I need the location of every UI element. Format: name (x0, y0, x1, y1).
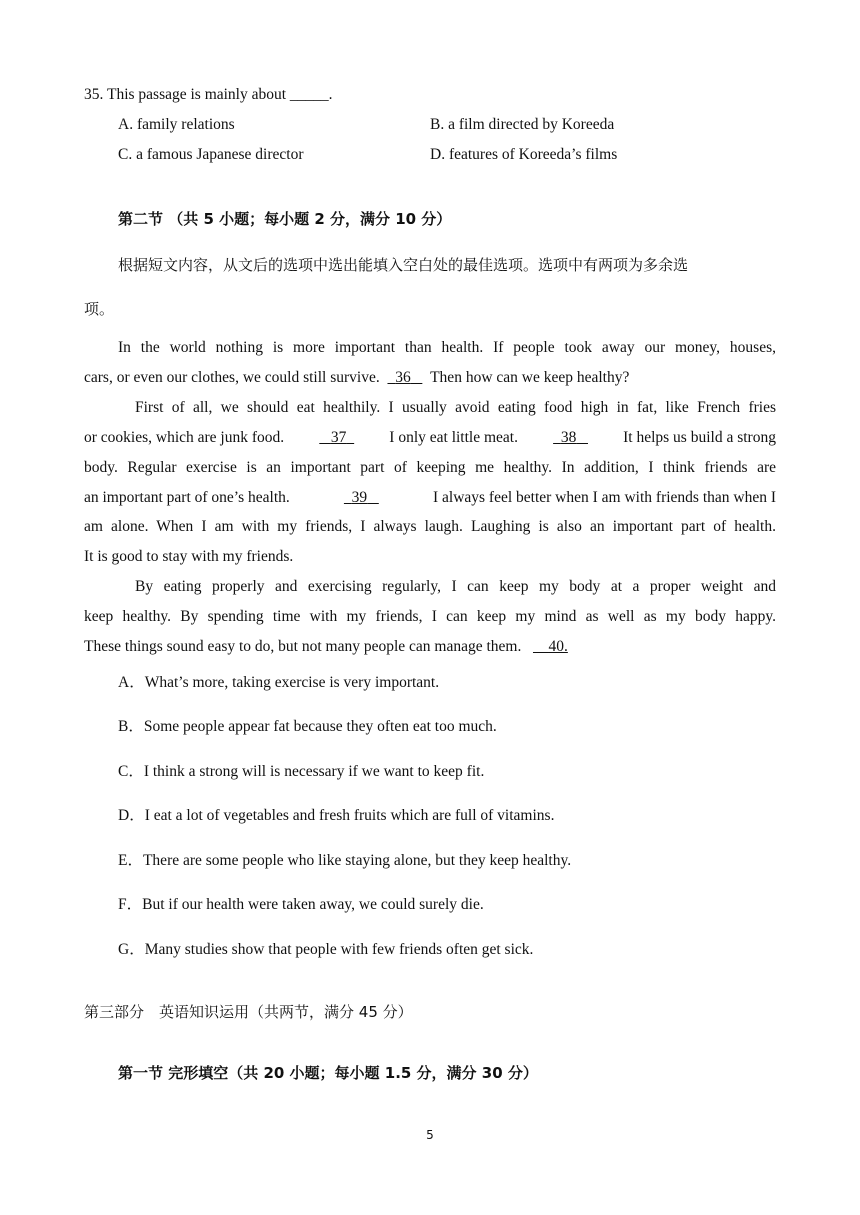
choice-a: A．What’s more, taking exercise is very important. (118, 674, 440, 691)
passage-p3-line-3 (84, 637, 568, 657)
blank-40 (533, 638, 568, 655)
passage-text: These things sound easy to do, but not many people can manage them. (84, 638, 522, 655)
blank-38 (553, 428, 588, 448)
passage-p2-line-4 (84, 488, 776, 508)
choice-c: C．I think a strong will is necessary if we want to keep fit. (118, 763, 485, 780)
passage-p2-line-5: am alone. When I am with my friends, I always laugh. Laughing is also an important part of health. (84, 518, 776, 535)
choice-g: G．Many studies show that people with few friends often get sick. (118, 941, 534, 958)
page-number: 5 (426, 1128, 434, 1142)
section-2-heading: 第二节 （共 5 小题；每小题 2 分，满分 10 分） (118, 210, 452, 228)
passage-p2-line-2 (84, 428, 776, 448)
blank-36-number: 36 (395, 369, 411, 386)
passage-text: It helps us build a strong (623, 429, 776, 446)
blank-37 (319, 428, 354, 448)
blank-37-number: 37 (330, 429, 347, 446)
part-3-section-1-heading: 第一节 完形填空（共 20 小题；每小题 1.5 分，满分 30 分） (118, 1064, 538, 1082)
part-3-heading: 第三部分 英语知识运用（共两节，满分 45 分） (84, 1003, 413, 1021)
q35-option-a: A. family relations (118, 116, 235, 133)
passage-text: cars, or even our clothes, we could still survive. (84, 369, 380, 386)
section-2-instruction-line-1: 根据短文内容，从文后的选项中选出能填入空白处的最佳选项。选项中有两项为多余选 (118, 256, 689, 274)
choice-e: E．There are some people who like staying alone, but they keep healthy. (118, 852, 572, 869)
blank-39-number: 39 (351, 489, 368, 506)
passage-text: an important part of one’s health. (84, 489, 290, 506)
passage-p1-line-1: In the world nothing is more important than health. If people took away our money, houses, (118, 339, 776, 356)
passage-p2-line-3: body. Regular exercise is an important part of keeping me healthy. In addition, I think friends are (84, 459, 776, 476)
passage-p1-line-2 (84, 368, 629, 388)
section-2-instruction-line-2: 项。 (84, 300, 115, 318)
passage-text: Then how can we keep healthy? (430, 369, 630, 386)
blank-38-number: 38 (560, 429, 577, 446)
q35-option-d: D. features of Koreeda’s films (430, 146, 618, 163)
blank-39 (344, 488, 379, 508)
q35-option-b: B. a film directed by Koreeda (430, 116, 615, 133)
passage-text: I only eat little meat. (389, 429, 518, 446)
question-35-stem: 35. This passage is mainly about _____. (84, 86, 333, 103)
choice-b: B．Some people appear fat because they often eat too much. (118, 718, 497, 735)
passage-p2-line-1: First of all, we should eat healthily. I usually avoid eating food high in fat, like French fries (135, 399, 776, 416)
passage-p3-line-1: By eating properly and exercising regularly, I can keep my body at a proper weight and (135, 578, 776, 595)
passage-text: I always feel better when I am with friends than when I (432, 489, 776, 506)
choice-f: F．But if our health were taken away, we could surely die. (118, 896, 484, 913)
blank-36 (387, 369, 422, 386)
passage-text: or cookies, which are junk food. (84, 429, 285, 446)
passage-p2-line-6: It is good to stay with my friends. (84, 548, 294, 565)
passage-p3-line-2: keep healthy. By spending time with my friends, I can keep my mind as well as my body happy. (84, 608, 776, 625)
blank-40-number: 40. (548, 638, 568, 655)
q35-option-c: C. a famous Japanese director (118, 146, 304, 163)
choice-d: D．I eat a lot of vegetables and fresh fruits which are full of vitamins. (118, 807, 555, 824)
